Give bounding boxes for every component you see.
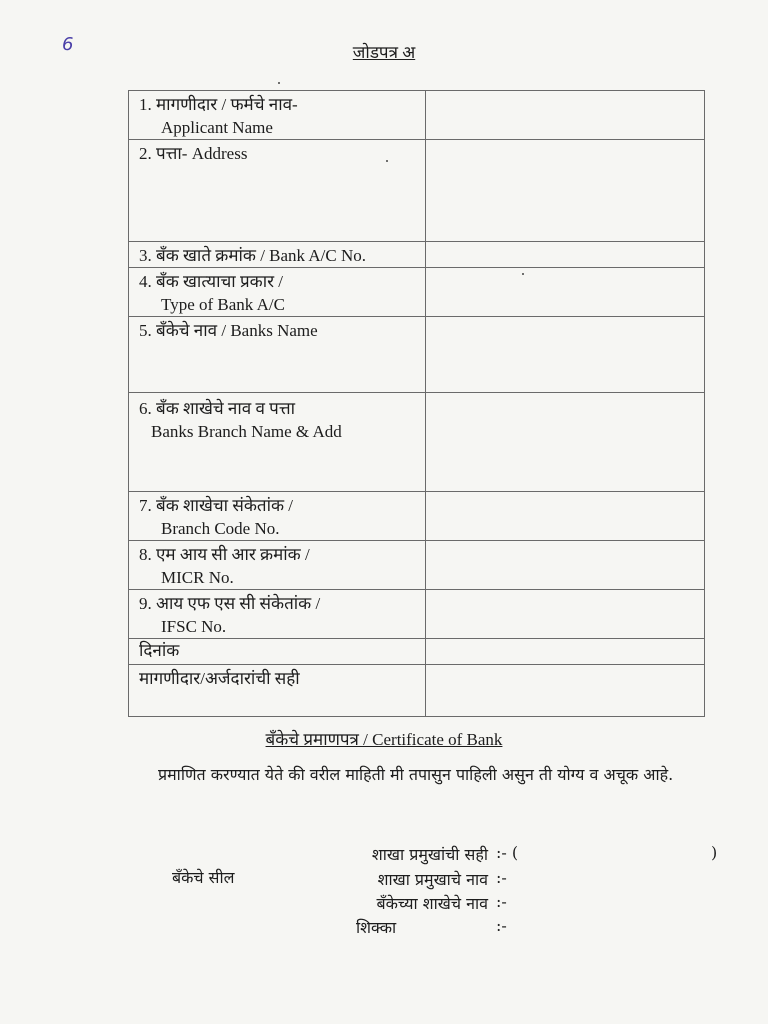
bank-account-number-field[interactable] — [426, 242, 705, 268]
table-row — [129, 242, 705, 268]
applicant-name-label — [129, 91, 426, 140]
table-row — [129, 317, 705, 393]
label-line: Type of Bank A/C — [161, 295, 285, 314]
bank-certificate-title: बँकेचे प्रमाणपत्र / Certificate of Bank — [265, 730, 503, 749]
label-line: Banks Branch Name & Add — [151, 422, 342, 441]
branch-name-address-field[interactable] — [426, 393, 705, 492]
label-line: 1. मागणीदार / फर्मचे नाव- — [139, 95, 298, 114]
bank-account-number-label — [129, 242, 426, 268]
annexure-title: जोडपत्र अ — [352, 43, 416, 62]
table-row — [129, 268, 705, 317]
micr-number-label — [129, 541, 426, 590]
label-line: 7. बँक शाखेचा संकेतांक / — [139, 496, 293, 515]
label-line: 4. बँक खात्याचा प्रकार / — [139, 272, 284, 291]
branch-head-name-field[interactable]: :- — [496, 868, 507, 887]
applicant-signature-label — [129, 665, 426, 717]
ifsc-code-field[interactable] — [426, 590, 705, 639]
label-line: 2. पत्ता- Address — [139, 144, 248, 163]
address-label — [129, 140, 426, 242]
label-line: 6. बँक शाखेचे नाव व पत्ता — [139, 399, 295, 418]
branch-name-address-label — [129, 393, 426, 492]
branch-head-name-label: शाखा प्रमुखाचे नाव — [377, 870, 488, 889]
bank-branch-name-label: बँकेच्या शाखेचे नाव — [376, 894, 488, 913]
table-row — [129, 639, 705, 665]
table-row — [129, 140, 705, 242]
date-label — [129, 639, 426, 665]
branch-code-label — [129, 492, 426, 541]
label-line: मागणीदार/अर्जदारांची सही — [139, 669, 300, 688]
label-line: Branch Code No. — [161, 519, 280, 538]
bank-branch-name-field[interactable]: :- — [496, 892, 507, 911]
bank-seal-label: बँकेचे सील — [172, 868, 235, 887]
table-row — [129, 91, 705, 140]
micr-number-field[interactable] — [426, 541, 705, 590]
label-line: 9. आय एफ एस सी संकेतांक / — [139, 594, 321, 613]
label-line: IFSC No. — [161, 617, 227, 636]
branch-head-signature-label: शाखा प्रमुखांची सही — [371, 845, 488, 864]
address-field[interactable] — [426, 140, 705, 242]
date-field[interactable] — [426, 639, 705, 665]
label-line: 3. बँक खाते क्रमांक / Bank A/C No. — [139, 246, 366, 265]
stamp-label: शिक्का — [356, 918, 397, 937]
applicant-signature-field[interactable] — [426, 665, 705, 717]
label-line: Applicant Name — [161, 118, 273, 137]
closing-parenthesis: ) — [711, 843, 718, 862]
account-type-field[interactable] — [426, 268, 705, 317]
account-type-label — [129, 268, 426, 317]
scan-speck — [278, 82, 280, 84]
table-row — [129, 541, 705, 590]
page-number-mark: 6 — [62, 34, 74, 55]
table-row — [129, 492, 705, 541]
branch-head-signature-field[interactable]: :- ( — [496, 843, 519, 862]
stamp-field[interactable]: :- — [496, 916, 507, 935]
label-line: MICR No. — [161, 568, 234, 587]
table-row — [129, 393, 705, 492]
table-row — [129, 590, 705, 639]
branch-code-field[interactable] — [426, 492, 705, 541]
label-line: 5. बँकेचे नाव / Banks Name — [139, 321, 318, 340]
certification-statement: प्रमाणित करण्यात येते की वरील माहिती मी तपासुन पाहिली असुन ती योग्य व अचूक आहे. — [158, 765, 674, 784]
applicant-name-field[interactable] — [426, 91, 705, 140]
bank-name-label — [129, 317, 426, 393]
ifsc-code-label — [129, 590, 426, 639]
table-row — [129, 665, 705, 717]
bank-details-table — [128, 90, 705, 717]
label-line: दिनांक — [139, 641, 180, 660]
label-line: 8. एम आय सी आर क्रमांक / — [139, 545, 310, 564]
bank-name-field[interactable] — [426, 317, 705, 393]
